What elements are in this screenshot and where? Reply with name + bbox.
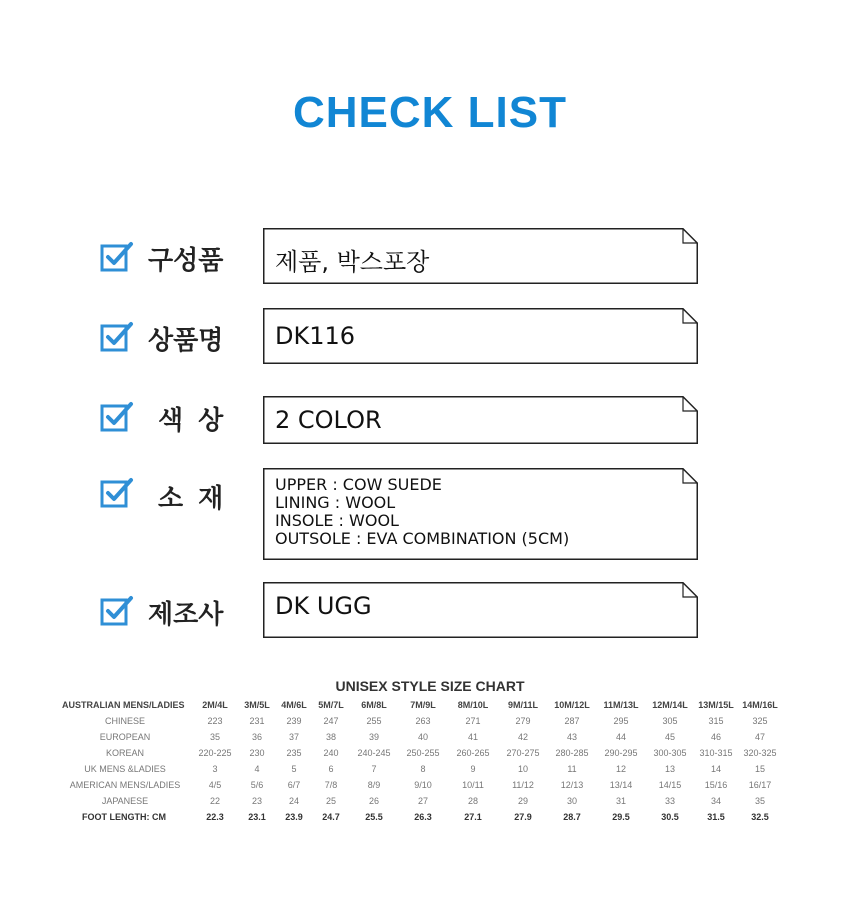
size-cell: 23.9 bbox=[285, 812, 303, 822]
material-list bbox=[275, 476, 569, 548]
size-cell: 30.5 bbox=[661, 812, 679, 822]
size-cell: 220-225 bbox=[198, 748, 232, 758]
size-cell: 10 bbox=[517, 764, 528, 774]
checklist-label: 색 상 bbox=[158, 406, 224, 436]
checklist-row-components bbox=[100, 228, 700, 288]
size-cell: 325 bbox=[752, 716, 768, 726]
size-cell: 30 bbox=[566, 796, 577, 806]
size-cell: 320-325 bbox=[743, 748, 777, 758]
checklist-row-color bbox=[100, 396, 700, 456]
size-cell: 37 bbox=[288, 732, 299, 742]
size-chart-title: UNISEX STYLE SIZE CHART bbox=[335, 678, 525, 694]
size-cell: 310-315 bbox=[699, 748, 733, 758]
size-cell: 295 bbox=[613, 716, 629, 726]
size-cell: 36 bbox=[251, 732, 262, 742]
size-cell: 230 bbox=[249, 748, 265, 758]
size-cell: 240-245 bbox=[357, 748, 391, 758]
size-cell: 263 bbox=[415, 716, 431, 726]
size-column-header: 8M/10L bbox=[457, 700, 489, 710]
size-chart-row bbox=[58, 729, 782, 745]
size-cell: 7/8 bbox=[324, 780, 338, 790]
size-cell: 38 bbox=[325, 732, 336, 742]
size-cell: 223 bbox=[207, 716, 223, 726]
size-cell: 47 bbox=[754, 732, 765, 742]
size-chart-row bbox=[58, 793, 782, 809]
size-cell: 28 bbox=[467, 796, 478, 806]
size-column-header: 6M/8L bbox=[361, 700, 387, 710]
size-chart-header-label: AUSTRALIAN MENS/LADIES bbox=[62, 700, 185, 710]
size-cell: 235 bbox=[286, 748, 302, 758]
size-cell: 45 bbox=[664, 732, 675, 742]
size-cell: 279 bbox=[515, 716, 531, 726]
size-cell: 31.5 bbox=[707, 812, 725, 822]
size-cell: 5/6 bbox=[250, 780, 264, 790]
size-cell: 290-295 bbox=[604, 748, 638, 758]
size-cell: 31 bbox=[615, 796, 626, 806]
size-cell: 24 bbox=[288, 796, 299, 806]
size-cell: 42 bbox=[517, 732, 528, 742]
checklist-label: 제조사 bbox=[148, 600, 224, 630]
checkbox-checked-icon bbox=[100, 400, 134, 434]
size-cell: 247 bbox=[323, 716, 339, 726]
size-cell: 22.3 bbox=[206, 812, 224, 822]
size-cell: 39 bbox=[368, 732, 379, 742]
size-cell: 41 bbox=[467, 732, 478, 742]
size-cell: 46 bbox=[710, 732, 721, 742]
size-column-header: 12M/14L bbox=[652, 700, 688, 710]
size-row-label: JAPANESE bbox=[101, 796, 149, 806]
size-cell: 10/11 bbox=[462, 780, 484, 790]
size-row-label: UK MENS &LADIES bbox=[84, 764, 166, 774]
size-cell: 260-265 bbox=[456, 748, 490, 758]
checklist-value-box bbox=[263, 228, 698, 284]
size-row-label: CHINESE bbox=[104, 716, 145, 726]
size-cell: 26.3 bbox=[414, 812, 432, 822]
size-cell: 9 bbox=[470, 764, 476, 774]
size-cell: 26 bbox=[368, 796, 379, 806]
size-column-header: 9M/11L bbox=[507, 700, 538, 710]
size-cell: 231 bbox=[249, 716, 265, 726]
size-column-header: 11M/13L bbox=[603, 700, 639, 710]
size-cell: 6 bbox=[328, 764, 334, 774]
checklist-label: 구성품 bbox=[148, 246, 224, 276]
size-cell: 28.7 bbox=[563, 812, 581, 822]
size-chart-row bbox=[58, 761, 782, 777]
size-cell: 4/5 bbox=[208, 780, 222, 790]
size-cell: 27 bbox=[417, 796, 428, 806]
size-row-label: AMERICAN MENS/LADIES bbox=[69, 780, 181, 790]
size-cell: 35 bbox=[754, 796, 765, 806]
size-cell: 5 bbox=[291, 764, 297, 774]
size-column-header: 3M/5L bbox=[244, 700, 270, 710]
size-cell: 34 bbox=[710, 796, 721, 806]
size-column-header: 2M/4L bbox=[202, 700, 228, 710]
size-cell: 250-255 bbox=[406, 748, 440, 758]
checklist-label: 소 재 bbox=[158, 484, 224, 514]
size-cell: 9/10 bbox=[414, 780, 432, 790]
size-cell: 6/7 bbox=[287, 780, 301, 790]
size-row-label: KOREAN bbox=[105, 748, 144, 758]
checkbox-checked-icon bbox=[100, 240, 134, 274]
size-cell: 43 bbox=[566, 732, 577, 742]
size-cell: 25.5 bbox=[365, 812, 383, 822]
size-cell: 23 bbox=[251, 796, 262, 806]
size-cell: 7 bbox=[371, 764, 377, 774]
checklist-value-box bbox=[263, 396, 698, 444]
size-cell: 15 bbox=[754, 764, 765, 774]
size-cell: 35 bbox=[209, 732, 220, 742]
size-column-header: 5M/7L bbox=[318, 700, 344, 710]
size-cell: 22 bbox=[209, 796, 220, 806]
size-cell: 12/13 bbox=[560, 780, 584, 790]
size-cell: 14/15 bbox=[658, 780, 682, 790]
size-cell: 3 bbox=[212, 764, 218, 774]
checklist-value: DK116 bbox=[275, 322, 356, 350]
size-cell: 315 bbox=[708, 716, 724, 726]
size-cell: 14 bbox=[710, 764, 721, 774]
size-cell: 11 bbox=[567, 764, 577, 774]
size-cell: 27.9 bbox=[514, 812, 532, 822]
size-cell: 33 bbox=[664, 796, 675, 806]
size-cell: 4 bbox=[254, 764, 260, 774]
checkbox-checked-icon bbox=[100, 476, 134, 510]
checklist-value: 제품, 박스포장 bbox=[275, 248, 430, 276]
material-line: INSOLE : WOOL bbox=[275, 511, 399, 530]
size-cell: 13/14 bbox=[609, 780, 633, 790]
size-chart-row bbox=[58, 713, 782, 729]
size-cell: 24.7 bbox=[322, 812, 340, 822]
checkbox-checked-icon bbox=[100, 320, 134, 354]
material-line: OUTSOLE : EVA COMBINATION (5CM) bbox=[275, 529, 570, 548]
checklist-row-manufacturer bbox=[100, 582, 700, 642]
size-cell: 16/17 bbox=[748, 780, 772, 790]
size-cell: 25 bbox=[325, 796, 336, 806]
size-cell: 300-305 bbox=[653, 748, 687, 758]
size-cell: 29.5 bbox=[612, 812, 630, 822]
size-cell: 239 bbox=[286, 716, 302, 726]
size-row-label: FOOT LENGTH: CM bbox=[82, 812, 166, 822]
size-cell: 255 bbox=[366, 716, 382, 726]
size-cell: 27.1 bbox=[464, 812, 482, 822]
size-cell: 12 bbox=[615, 764, 626, 774]
size-cell: 40 bbox=[417, 732, 428, 742]
size-cell: 11/12 bbox=[512, 780, 534, 790]
size-column-header: 7M/9L bbox=[410, 700, 436, 710]
checklist-row-product-name bbox=[100, 308, 700, 368]
size-column-header: 14M/16L bbox=[742, 700, 778, 710]
size-cell: 271 bbox=[465, 716, 481, 726]
size-column-header: 13M/15L bbox=[698, 700, 734, 710]
size-cell: 270-275 bbox=[506, 748, 540, 758]
size-chart-table bbox=[58, 697, 782, 825]
material-line: UPPER : COW SUEDE bbox=[275, 475, 442, 494]
page-title: CHECK LIST bbox=[293, 88, 567, 137]
size-column-header: 4M/6L bbox=[281, 700, 307, 710]
size-cell: 305 bbox=[662, 716, 678, 726]
checklist-value: 2 COLOR bbox=[275, 406, 382, 434]
size-cell: 13 bbox=[664, 764, 675, 774]
checklist-label: 상품명 bbox=[148, 326, 224, 356]
size-cell: 23.1 bbox=[248, 812, 266, 822]
size-row-label: EUROPEAN bbox=[99, 732, 151, 742]
checklist-value-box bbox=[263, 582, 698, 638]
size-cell: 44 bbox=[615, 732, 626, 742]
size-cell: 8/9 bbox=[367, 780, 381, 790]
size-cell: 32.5 bbox=[751, 812, 769, 822]
size-cell: 29 bbox=[517, 796, 528, 806]
size-cell: 287 bbox=[564, 716, 580, 726]
size-cell: 8 bbox=[420, 764, 426, 774]
size-cell: 15/16 bbox=[704, 780, 728, 790]
size-cell: 240 bbox=[323, 748, 339, 758]
checkbox-checked-icon bbox=[100, 594, 134, 628]
size-chart-row bbox=[58, 777, 782, 793]
material-line: LINING : WOOL bbox=[275, 493, 396, 512]
size-column-header: 10M/12L bbox=[554, 700, 590, 710]
checklist-row-material bbox=[100, 468, 700, 560]
checklist-value: DK UGG bbox=[275, 592, 372, 620]
size-chart-header-row bbox=[58, 697, 782, 713]
size-chart-row bbox=[58, 745, 782, 761]
size-cell: 280-285 bbox=[555, 748, 589, 758]
size-chart-row bbox=[58, 809, 782, 825]
checklist-value-box bbox=[263, 308, 698, 364]
checklist-value-box bbox=[263, 468, 698, 560]
